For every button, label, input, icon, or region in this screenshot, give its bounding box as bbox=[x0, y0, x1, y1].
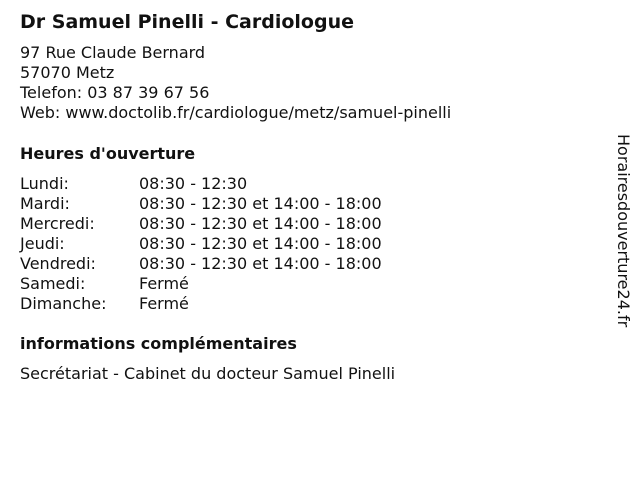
hours-day: Lundi: bbox=[20, 174, 69, 193]
address-block bbox=[20, 43, 451, 123]
hours-day: Dimanche: bbox=[20, 294, 107, 313]
hours-day: Mardi: bbox=[20, 194, 70, 213]
hours-day: Vendredi: bbox=[20, 254, 96, 273]
hours-day: Mercredi: bbox=[20, 214, 95, 233]
hours-day: Samedi: bbox=[20, 274, 86, 293]
hours-time: 08:30 - 12:30 et 14:00 - 18:00 bbox=[139, 194, 382, 213]
additional-info-text: Secrétariat - Cabinet du docteur Samuel Pinelli bbox=[20, 364, 396, 383]
hours-time: 08:30 - 12:30 et 14:00 - 18:00 bbox=[139, 234, 382, 253]
additional-info-heading: informations complémentaires bbox=[20, 334, 297, 353]
page-title: Dr Samuel Pinelli - Cardiologue bbox=[20, 11, 354, 33]
website: Web: www.doctolib.fr/cardiologue/metz/samuel-pinelli bbox=[20, 103, 452, 122]
hours-time: 08:30 - 12:30 bbox=[139, 174, 248, 193]
hours-time: 08:30 - 12:30 et 14:00 - 18:00 bbox=[139, 254, 382, 273]
street-address: 97 Rue Claude Bernard bbox=[20, 43, 206, 62]
hours-time: 08:30 - 12:30 et 14:00 - 18:00 bbox=[139, 214, 382, 233]
hours-day: Jeudi: bbox=[20, 234, 65, 253]
city-address: 57070 Metz bbox=[20, 63, 115, 82]
site-watermark: Horairesdouverture24.fr bbox=[614, 134, 633, 328]
hours-time: Fermé bbox=[139, 294, 189, 313]
hours-time: Fermé bbox=[139, 274, 189, 293]
hours-heading: Heures d'ouverture bbox=[20, 144, 196, 163]
phone-number: Telefon: 03 87 39 67 56 bbox=[20, 83, 210, 102]
